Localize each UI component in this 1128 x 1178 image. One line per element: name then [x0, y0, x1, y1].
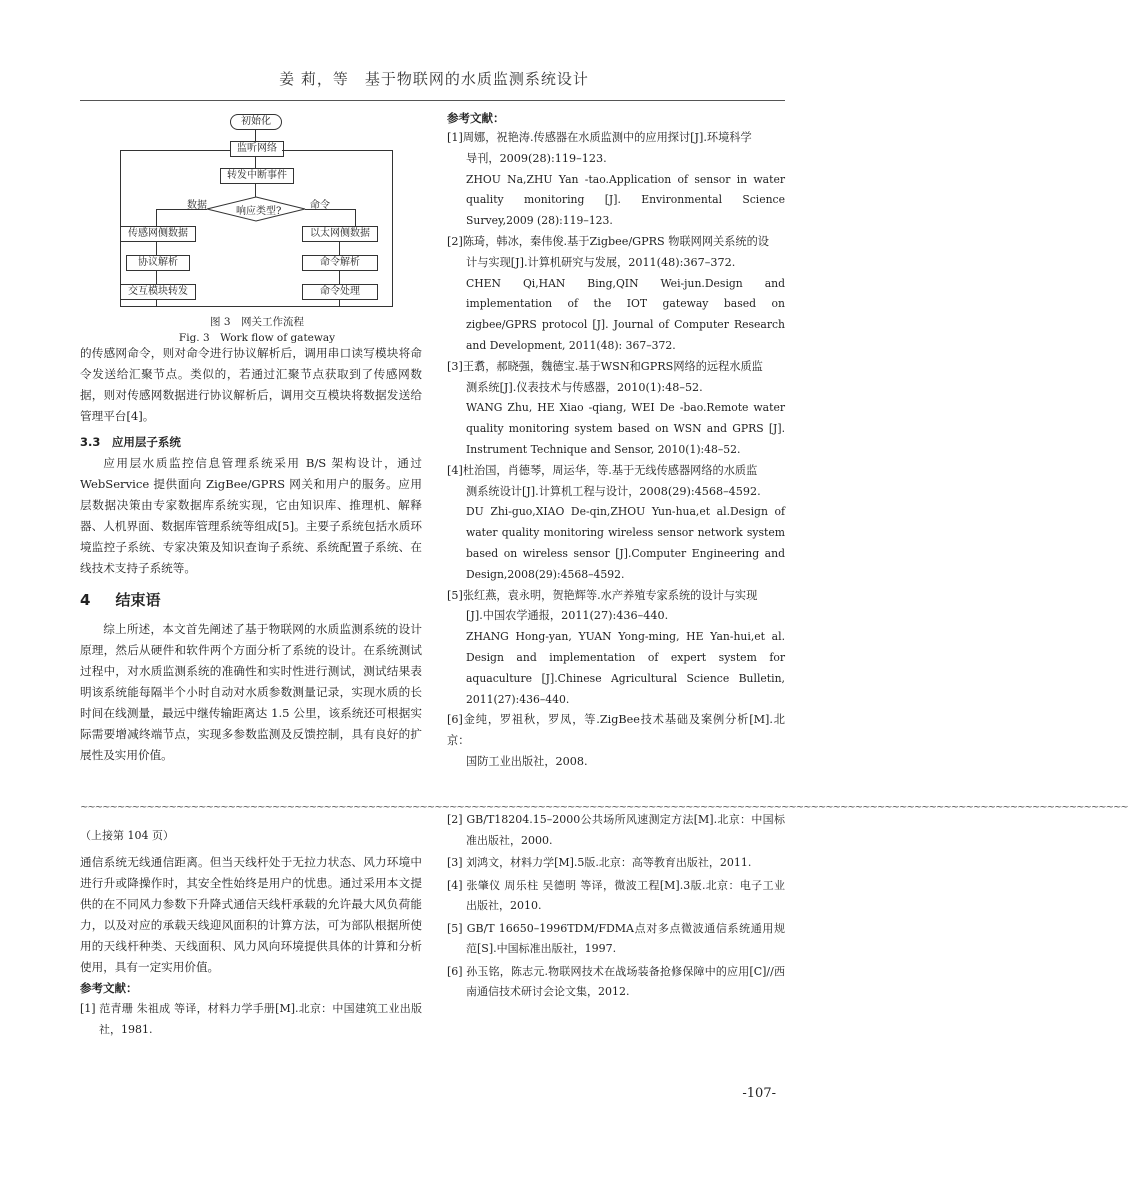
- header-rule: [80, 100, 785, 101]
- paragraph-gateway: 的传感网命令，则对命令进行协议解析后，调用串口读写模块将命令发送给汇聚节点。类似的，若通过汇聚节点获取到了传感网数据，则对传感网数据进行协议解析后，调用交互模块将数据发送给管理平台[4]。: [80, 346, 422, 423]
- reference-cont: 测系统设计[J].计算机工程与设计，2008(29):4568–4592.: [466, 484, 761, 498]
- bottom-reference-item: [4] 张肇仪 周乐柱 吴德明 等译，微波工程[M].3版.北京：电子工业出版社，2010.: [447, 878, 785, 912]
- figure-caption-cn: 图 3 网关工作流程: [209, 316, 305, 328]
- reference-en: DU Zhi-guo,XIAO De-qin,ZHOU Yun-hua,et al.Design of water quality monitoring wireless sensor network system based on wireless sensor [J].Computer Engineering and Design,2008(29):4568–4592.: [466, 505, 785, 581]
- reference-lead: [6]金纯，罗祖秋，罗凤，等.ZigBee技术基础及案例分析[M].北京：: [447, 713, 785, 748]
- reference-item: [447, 357, 785, 461]
- flow-node-init: 初始化: [230, 114, 282, 130]
- reference-lead: [2]陈琦，韩冰，秦伟俊.基于Zigbee/GPRS 物联网网关系统的设: [447, 234, 769, 248]
- flow-node-dispatch: 转发中断事件: [220, 168, 294, 184]
- paragraph-antenna: 通信系统无线通信距离。但当天线杆处于无拉力状态、风力环境中进行升或降操作时，其安全性始终是用户的忧患。通过采用本文提供的在不同风力参数下升降式通信天线杆承载的允许最大风负荷能力，以及对应的承载天线迎风面积的计算方法，可为部队根据所使用的天线杆种类、天线面积、风力风向环境提供具体的计算和分析使用，具有一定实用价值。: [80, 855, 422, 974]
- reference-en: WANG Zhu, HE Xiao -qiang, WEI De -bao.Remote water quality monitoring system based on WSN and GPRS [J]. Instrument Technique and Sensor, 2010(1):48–52.: [466, 401, 785, 456]
- reference-item: [447, 461, 785, 586]
- bottom-reference-item: [5] GB/T 16650–1996TDM/FDMA点对多点微波通信系统通用规范[S].中国标准出版社，1997.: [447, 921, 785, 955]
- reference-item: [447, 128, 785, 232]
- reference-cont: 测系统[J].仪表技术与传感器，2010(1):48–52.: [466, 380, 703, 394]
- reference-cont: [J].中国农学通报，2011(27):436–440.: [466, 609, 669, 623]
- flow-node-sensor-data: 传感网侧数据: [120, 226, 196, 242]
- bottom-reference-item: [1] 范青珊 朱祖成 等译，材料力学手册[M].北京：中国建筑工业出版社，1981.: [80, 1002, 422, 1036]
- bottom-right-column: [447, 810, 785, 1005]
- reference-cont: 导刊，2009(28):119–123.: [466, 151, 607, 165]
- continued-note: （上接第 104 页）: [80, 829, 174, 842]
- reference-en: ZHOU Na,ZHU Yan -tao.Application of sensor in water quality monitoring [J]. Environmental Science Survey,2009 (28):119–123.: [466, 172, 785, 228]
- section-4-number: 4: [80, 591, 91, 609]
- paragraph-app-layer: 应用层水质监控信息管理系统采用 B/S 架构设计，通过 WebService 提供面向 ZigBee/GPRS 网关和用户的服务。应用层数据决策由专家数据库系统实现，它由知识库、推理机、解释器、人机界面、数据库管理系统等组成[5]。主要子系统包括水质环境监控子系统、专家决策及知识查询子系统、系统配置子系统、在线技术支持子系统等。: [80, 456, 422, 575]
- flow-node-cmd-parse: 命令解析: [302, 255, 378, 271]
- left-column: [80, 343, 422, 766]
- right-references: [447, 108, 785, 773]
- paragraph-conclusion: 综上所述，本文首先阐述了基于物联网的水质监测系统的设计原理，然后从硬件和软件两个方面分析了系统的设计。在系统测试过程中，对水质监测系统的准确性和实时性进行测试，测试结果表明该系统能每隔半个小时自动对水质参数测量记录，实现水质的长时间在线测量，最远中继传输距离达 1.5 公里，该系统还可根据实际需要增减终端节点，实现多参数监测及反馈控制，具有良好的扩展性及实用价值。: [80, 622, 422, 762]
- flow-node-cmd-process: 命令处理: [302, 284, 378, 300]
- bottom-left-column: [80, 826, 422, 1042]
- reference-item: [447, 710, 785, 772]
- reference-item: [447, 232, 785, 357]
- section-4-title: 结束语: [115, 591, 161, 609]
- reference-item: [447, 586, 785, 711]
- reference-lead: [3]王翥，郝晓强，魏德宝.基于WSN和GPRS网络的远程水质监: [447, 359, 763, 373]
- flow-node-decision: 响应类型?: [236, 206, 282, 217]
- bottom-references-heading: 参考文献：: [80, 981, 138, 995]
- section-4-heading: [80, 589, 422, 611]
- flow-node-protocol-parse: 协议解析: [126, 255, 190, 271]
- page-number: -107-: [742, 1086, 776, 1101]
- reference-cont: 国防工业出版社，2008.: [466, 754, 588, 768]
- section-3-3-title: 3.3 应用层子系统: [80, 435, 181, 449]
- flow-edge-command: 命令: [310, 200, 330, 211]
- reference-lead: [1]周娜，祝艳涛.传感器在水质监测中的应用探讨[J].环境科学: [447, 131, 752, 144]
- gateway-flow-chart: [112, 110, 402, 312]
- running-header: 姜 莉，等 基于物联网的水质监测系统设计: [279, 70, 589, 88]
- flow-edge-data: 数据: [187, 200, 207, 211]
- reference-en: ZHANG Hong-yan, YUAN Yong-ming, HE Yan-hui,et al. Design and implementation of expert system for aquaculture [J].Chinese Agricultural Science Bulletin, 2011(27):436–440.: [466, 630, 785, 706]
- article-divider: ~~~~~~~~~~~~~~~~~~~~~~~~~~~~~~~~~~~~~~~~~~~~~~~~~~~~~~~~~~~~~~~~~~~~~~~~~~~~~~~~~~~~~~~~~~~~~~~~~~~~~~~~~~~~~~~~~~~~~~~~~~~~~~~~~~~~~~~~~~~~~~: [80, 802, 1128, 813]
- reference-lead: [5]张红燕，袁永明，贺艳辉等.水产养殖专家系统的设计与实现: [447, 588, 758, 602]
- reference-en: CHEN Qi,HAN Bing,QIN Wei-jun.Design and implementation of the IOT gateway based on zigbee/GPRS protocol [J]. Journal of Computer Research and Development, 2011(48): 367–372.: [466, 276, 785, 352]
- reference-cont: 计与实现[J].计算机研究与发展，2011(48):367–372.: [466, 255, 736, 269]
- reference-lead: [4]杜治国，肖德琴，周运华，等.基于无线传感器网络的水质监: [447, 463, 758, 477]
- bottom-reference-item: [2] GB/T18204.15–2000公共场所风速测定方法[M].北京：中国标准出版社，2000.: [447, 813, 785, 847]
- flow-node-interact-forward: 交互模块转发: [120, 284, 196, 300]
- figure-caption-en: Fig. 3 Work flow of gateway: [178, 332, 336, 344]
- bottom-reference-item: [6] 孙玉铭，陈志元.物联网技术在战场装备抢修保障中的应用[C]//西南通信技术研讨会论文集，2012.: [447, 964, 785, 998]
- references-heading: 参考文献：: [447, 111, 505, 125]
- bottom-reference-item: [3] 刘鸿文，材料力学[M].5版.北京：高等教育出版社，2011.: [447, 856, 752, 869]
- flow-node-eth-data: 以太网侧数据: [302, 226, 378, 242]
- flow-node-listen: 监听网络: [230, 141, 284, 157]
